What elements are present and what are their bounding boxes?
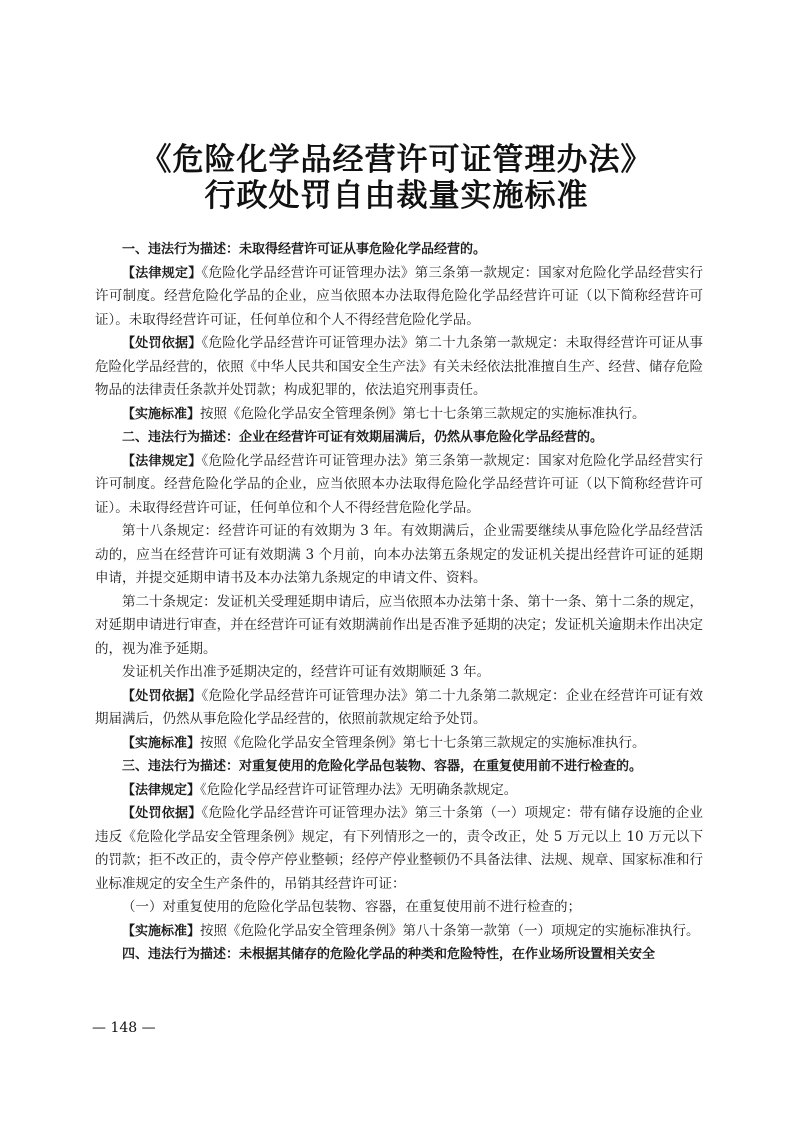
basis-label: 【处罚依据】 [122, 688, 202, 704]
basis-text: 《危险化学品经营许可证管理办法》第三十条第（一）项规定：带有储存设施的企业违反《危险化学品安全管理条例》规定，有下列情形之一的，责令改正，处 5 万元以上 10 万元以下的罚款；拒不改正的，责令停产停业整顿；经停产停业整顿仍不具备法律、法规、规章、国家标准和行业标准规定的安全生产条件的，吊销其经营许可证： [95, 805, 703, 892]
section-2-standard [95, 732, 703, 756]
law-text: 《危险化学品经营许可证管理办法》第三条第一款规定：国家对危险化学品经营实行许可制度。经营危险化学品的企业，应当依照本办法取得危险化学品经营许可证（以下简称经营许可证）。未取得经营许可证，任何单位和个人不得经营危险化学品。 [95, 452, 703, 516]
standard-text: 按照《危险化学品安全管理条例》第七十七条第三款规定的实施标准执行。 [200, 734, 646, 751]
section-2-extension: 发证机关作出准予延期决定的，经营许可证有效期顺延 3 年。 [122, 664, 491, 680]
basis-text: 《危险化学品经营许可证管理办法》第二十九条第二款规定：企业在经营许可证有效期届满后，仍然从事危险化学品经营的，依照前款规定给予处罚。 [95, 687, 703, 727]
section-2-article-18: 第十八条规定：经营许可证的有效期为 3 年。有效期满后，企业需要继续从事危险化学品经营活动的，应当在经营许可证有效期满 3 个月前，向本办法第五条规定的发证机关提出经营许可证的延期申请，并提交延期申请书及本办法第九条规定的申请文件、资料。 [95, 523, 703, 586]
section-1-law [95, 262, 703, 333]
standard-label: 【实施标准】 [122, 735, 201, 751]
section-1-basis [95, 332, 703, 403]
document-title-line2: 行政处罚自由裁量实施标准 [204, 178, 589, 214]
document-title-line1: 《危险化学品经营许可证管理办法》 [140, 142, 653, 178]
basis-label: 【处罚依据】 [122, 806, 202, 821]
law-label: 【法律规定】 [122, 265, 202, 281]
section-2-law [95, 450, 703, 521]
section-3-item-1: （一）对重复使用的危险化学品包装物、容器，在重复使用前不进行检查的； [122, 899, 581, 915]
standard-text: 按照《危险化学品安全管理条例》第八十条第一款第（一）项规定的实施标准执行。 [200, 922, 700, 939]
section-3-law [95, 779, 703, 803]
section-2-basis [95, 685, 703, 732]
standard-label: 【实施标准】 [122, 406, 201, 422]
standard-label: 【实施标准】 [122, 923, 201, 939]
law-label: 【法律规定】 [122, 453, 202, 469]
section-3-basis [95, 802, 703, 896]
basis-text: 《危险化学品经营许可证管理办法》第二十九条第一款规定：未取得经营许可证从事危险化学品经营的，依照《中华人民共和国安全生产法》有关未经依法批准擅自生产、经营、储存危险物品的法律责任条款并处罚款；构成犯罪的，依法追究刑事责任。 [95, 335, 703, 398]
standard-text: 按照《危险化学品安全管理条例》第七十七条第三款规定的实施标准执行。 [200, 405, 646, 422]
section-3-heading: 三、违法行为描述：对重复使用的危险化学品包装物、容器，在重复使用前不进行检查的。 [122, 759, 643, 774]
section-2-article-20: 第二十条规定：发证机关受理延期申请后，应当依照本办法第十条、第十一条、第十二条的规定，对延期申请进行审查，并在经营许可证有效期满前作出是否准予延期的决定；发证机关逾期未作出决定的，视为准予延期。 [95, 593, 703, 657]
section-4-heading: 四、违法行为描述：未根据其储存的危险化学品的种类和危险特性，在作业场所设置相关安全 [122, 947, 656, 962]
law-text: 《危险化学品经营许可证管理办法》第三条第一款规定：国家对危险化学品经营实行许可制度。经营危险化学品的企业，应当依照本办法取得危险化学品经营许可证（以下简称经营许可证）。未取得经营许可证，任何单位和个人不得经营危险化学品。 [95, 264, 703, 328]
section-1-heading: 一、违法行为描述：未取得经营许可证从事危险化学品经营的。 [122, 242, 487, 257]
law-label: 【法律规定】 [122, 782, 201, 798]
document-body [95, 238, 703, 967]
section-1-standard [95, 403, 703, 427]
page-number: — 148 — [92, 1020, 156, 1036]
law-text: 《危险化学品经营许可证管理办法》无明确条款规定。 [200, 781, 518, 798]
section-3-standard [95, 920, 703, 944]
section-2-heading: 二、违法行为描述：企业在经营许可证有效期届满后，仍然从事危险化学品经营的。 [122, 430, 604, 445]
basis-label: 【处罚依据】 [122, 336, 202, 351]
